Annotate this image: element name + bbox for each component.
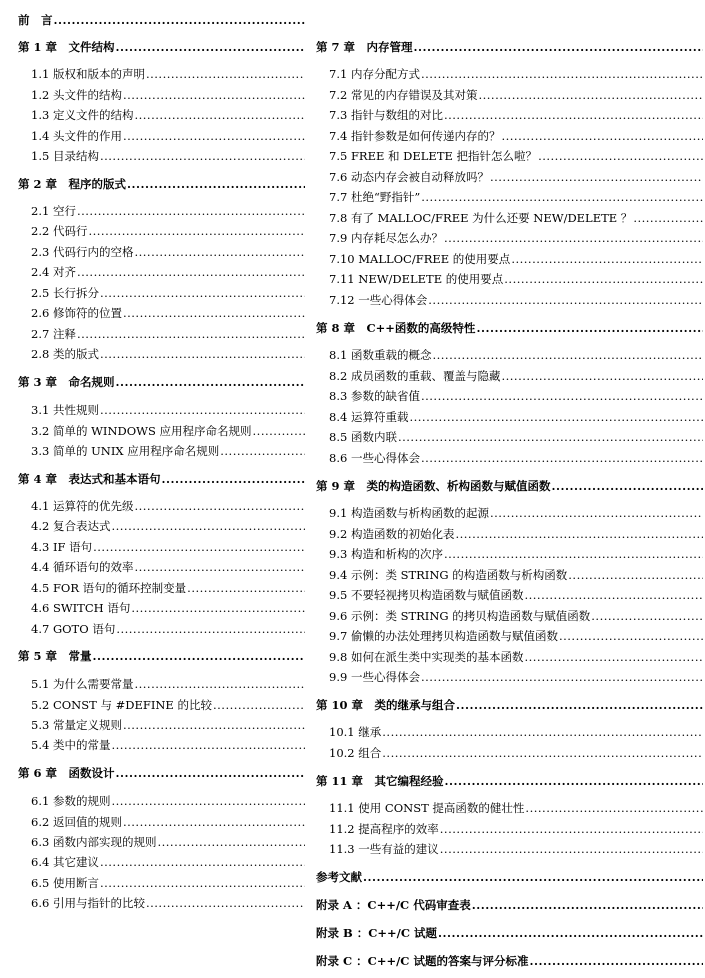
toc-entry-text: 4.5 FOR 语句的循环控制变量 xyxy=(31,581,187,595)
leader-dots xyxy=(421,670,703,684)
toc-entry-text: 前 言 xyxy=(18,13,53,27)
toc-entry-text: 6.1 参数的规则 xyxy=(31,794,111,808)
toc-section-left[interactable] xyxy=(31,108,305,122)
toc-chapter-right[interactable] xyxy=(316,479,703,493)
toc-entry-text: 7.4 指针参数是如何传递内存的？ xyxy=(329,129,501,143)
toc-section-left[interactable] xyxy=(31,896,305,910)
leader-dots xyxy=(134,560,305,574)
toc-section-left[interactable] xyxy=(31,794,305,808)
toc-section-right[interactable] xyxy=(329,609,703,623)
toc-section-left[interactable] xyxy=(31,265,305,279)
toc-chapter-left[interactable] xyxy=(18,375,305,389)
leader-dots xyxy=(421,451,703,465)
leader-dots xyxy=(100,855,305,869)
leader-dots xyxy=(77,327,305,341)
toc-entry-text: 第 10 章 类的继承与组合 xyxy=(316,698,456,712)
toc-entry-text: 2.4 对齐 xyxy=(31,265,76,279)
toc-entry-text: 8.4 运算符重载 xyxy=(329,410,409,424)
toc-chapter-left[interactable] xyxy=(18,177,305,191)
toc-entry-text: 附录 A ：C++/C 代码审查表 xyxy=(316,898,471,912)
toc-section-left[interactable] xyxy=(31,306,305,320)
leader-dots xyxy=(100,286,305,300)
toc-entry-text: 2.2 代码行 xyxy=(31,224,88,238)
toc-entry-text: 参考文献 xyxy=(316,870,362,884)
leader-dots xyxy=(134,677,305,691)
leader-dots xyxy=(134,499,305,513)
toc-entry-text: 第 9 章 类的构造函数、析构函数与赋值函数 xyxy=(316,479,551,493)
leader-dots xyxy=(116,40,305,54)
leader-dots xyxy=(568,568,703,582)
toc-entry-text: 9.4 示例：类 STRING 的构造函数与析构函数 xyxy=(329,568,568,582)
toc-entry-text: 6.6 引用与指针的比较 xyxy=(31,896,145,910)
leader-dots xyxy=(93,649,305,663)
toc-entry-text: 第 3 章 命名规则 xyxy=(18,375,115,389)
toc-entry-text: 9.2 构造函数的初始化表 xyxy=(329,527,455,541)
leader-dots xyxy=(398,430,703,444)
toc-section-right[interactable] xyxy=(329,629,703,643)
toc-section-left[interactable] xyxy=(31,347,305,361)
toc-section-right[interactable] xyxy=(329,801,703,815)
toc-entry-text: 2.3 代码行内的空格 xyxy=(31,245,134,259)
leader-dots xyxy=(421,190,703,204)
toc-entry-text: 附录 B ：C++/C 试题 xyxy=(316,926,438,940)
toc-entry-text: 9.9 一些心得体会 xyxy=(329,670,420,684)
toc-entry-text: 7.6 动态内存会被自动释放吗？ xyxy=(329,170,489,184)
leader-dots xyxy=(146,67,305,81)
toc-section-right[interactable] xyxy=(329,231,703,245)
leader-dots xyxy=(157,835,305,849)
leader-dots xyxy=(123,718,305,732)
toc-section-right[interactable] xyxy=(329,410,703,424)
leader-dots xyxy=(213,698,305,712)
toc-section-left[interactable] xyxy=(31,540,305,554)
toc-section-right[interactable] xyxy=(329,369,703,383)
toc-entry-text: 8.5 函数内联 xyxy=(329,430,397,444)
toc-entry-text: 4.2 复合表达式 xyxy=(31,519,111,533)
toc-entry-text: 8.6 一些心得体会 xyxy=(329,451,420,465)
leader-dots xyxy=(524,588,703,602)
leader-dots xyxy=(93,540,305,554)
toc-entry-text: 9.1 构造函数与析构函数的起源 xyxy=(329,506,489,520)
toc-section-left[interactable] xyxy=(31,327,305,341)
leader-dots xyxy=(162,472,305,486)
toc-section-left[interactable] xyxy=(31,677,305,691)
toc-section-right[interactable] xyxy=(329,389,703,403)
toc-entry-text: 7.5 FREE 和 DELETE 把指针怎么啦？ xyxy=(329,149,538,163)
toc-entry-text: 2.7 注释 xyxy=(31,327,76,341)
leader-dots xyxy=(123,88,305,102)
leader-dots xyxy=(414,40,703,54)
toc-section-right[interactable] xyxy=(329,272,703,286)
toc-entry-text: 8.3 参数的缺省值 xyxy=(329,389,420,403)
toc-chapter-right[interactable] xyxy=(316,954,703,968)
toc-section-right[interactable] xyxy=(329,547,703,561)
toc-entry-text: 8.1 函数重载的概念 xyxy=(329,348,432,362)
toc-entry-text: 7.1 内存分配方式 xyxy=(329,67,420,81)
leader-dots xyxy=(445,774,703,788)
leader-dots xyxy=(490,506,703,520)
toc-chapter-right[interactable] xyxy=(316,870,703,884)
toc-section-right[interactable] xyxy=(329,348,703,362)
toc-section-left[interactable] xyxy=(31,560,305,574)
toc-section-left[interactable] xyxy=(31,519,305,533)
leader-dots xyxy=(525,801,703,815)
toc-entry-text: 6.5 使用断言 xyxy=(31,876,99,890)
toc-section-right[interactable] xyxy=(329,725,703,739)
leader-dots xyxy=(253,424,305,438)
leader-dots xyxy=(77,204,305,218)
toc-section-left[interactable] xyxy=(31,149,305,163)
toc-section-left[interactable] xyxy=(31,855,305,869)
toc-section-right[interactable] xyxy=(329,430,703,444)
toc-entry-text: 5.3 常量定义规则 xyxy=(31,718,122,732)
leader-dots xyxy=(428,293,703,307)
toc-chapter-left[interactable] xyxy=(18,40,305,54)
toc-section-right[interactable] xyxy=(329,149,703,163)
toc-entry-text: 第 7 章 内存管理 xyxy=(316,40,413,54)
toc-section-left[interactable] xyxy=(31,815,305,829)
leader-dots xyxy=(440,822,703,836)
toc-section-left[interactable] xyxy=(31,601,305,615)
toc-entry-text: 3.3 简单的 UNIX 应用程序命名规则 xyxy=(31,444,220,458)
leader-dots xyxy=(123,129,305,143)
toc-section-right[interactable] xyxy=(329,108,703,122)
toc-entry-text: 4.4 循环语句的效率 xyxy=(31,560,134,574)
toc-entry-text: 7.11 NEW/DELETE 的使用要点 xyxy=(329,272,504,286)
toc-entry-text: 1.2 头文件的结构 xyxy=(31,88,122,102)
leader-dots xyxy=(529,954,703,968)
toc-section-right[interactable] xyxy=(329,506,703,520)
toc-chapter-left[interactable] xyxy=(18,472,305,486)
toc-section-right[interactable] xyxy=(329,650,703,664)
toc-section-right[interactable] xyxy=(329,746,703,760)
toc-entry-text: 第 11 章 其它编程经验 xyxy=(316,774,444,788)
toc-entry-text: 2.1 空行 xyxy=(31,204,76,218)
leader-dots xyxy=(538,149,703,163)
leader-dots xyxy=(421,67,703,81)
leader-dots xyxy=(444,547,703,561)
toc-entry-text: 11.1 使用 CONST 提高函数的健壮性 xyxy=(329,801,525,815)
toc-section-right[interactable] xyxy=(329,170,703,184)
leader-dots xyxy=(111,794,305,808)
toc-section-left[interactable] xyxy=(31,224,305,238)
toc-entry-text: 3.2 简单的 WINDOWS 应用程序命名规则 xyxy=(31,424,252,438)
leader-dots xyxy=(472,898,703,912)
leader-dots xyxy=(421,389,703,403)
toc-chapter-right[interactable] xyxy=(316,321,703,335)
toc-entry-text: 1.4 头文件的作用 xyxy=(31,129,122,143)
toc-entry-text: 7.3 指针与数组的对比 xyxy=(329,108,443,122)
leader-dots xyxy=(552,479,703,493)
leader-dots xyxy=(220,444,305,458)
leader-dots xyxy=(409,410,703,424)
leader-dots xyxy=(123,815,305,829)
leader-dots xyxy=(524,650,703,664)
toc-entry-text: 第 2 章 程序的版式 xyxy=(18,177,127,191)
toc-entry-text: 10.1 继承 xyxy=(329,725,382,739)
toc-entry-text: 1.1 版权和版本的声明 xyxy=(31,67,145,81)
toc-entry-text: 2.8 类的版式 xyxy=(31,347,99,361)
toc-section-right[interactable] xyxy=(329,293,703,307)
toc-section-left[interactable] xyxy=(31,622,305,636)
leader-dots xyxy=(100,876,305,890)
leader-dots xyxy=(111,519,305,533)
toc-entry-text: 9.5 不要轻视拷贝构造函数与赋值函数 xyxy=(329,588,524,602)
toc-entry-text: 4.6 SWITCH 语句 xyxy=(31,601,131,615)
toc-entry-text: 5.2 CONST 与 #DEFINE 的比较 xyxy=(31,698,212,712)
toc-entry-text: 第 1 章 文件结构 xyxy=(18,40,115,54)
leader-dots xyxy=(511,252,703,266)
toc-entry-text: 7.10 MALLOC/FREE 的使用要点 xyxy=(329,252,511,266)
toc-entry-text: 7.8 有了 MALLOC/FREE 为什么还要 NEW/DELETE ？ xyxy=(329,211,633,225)
leader-dots xyxy=(146,896,305,910)
toc-entry-text: 7.12 一些心得体会 xyxy=(329,293,428,307)
toc-entry-text: 8.2 成员函数的重载、覆盖与隐藏 xyxy=(329,369,501,383)
toc-section-left[interactable] xyxy=(31,581,305,595)
leader-dots xyxy=(116,766,305,780)
toc-section-left[interactable] xyxy=(31,876,305,890)
toc-preface xyxy=(18,13,305,27)
toc-entry-text: 9.7 偷懒的办法处理拷贝构造函数与赋值函数 xyxy=(329,629,558,643)
toc-section-right[interactable] xyxy=(329,822,703,836)
toc-entry-text: 4.3 IF 语句 xyxy=(31,540,93,554)
toc-entry-text: 第 5 章 常量 xyxy=(18,649,92,663)
leader-dots xyxy=(444,108,703,122)
toc-section-left[interactable] xyxy=(31,403,305,417)
leader-dots xyxy=(440,842,703,856)
toc-section-right[interactable] xyxy=(329,252,703,266)
leader-dots xyxy=(116,375,305,389)
leader-dots xyxy=(88,224,305,238)
toc-section-left[interactable] xyxy=(31,88,305,102)
toc-entry-text: 11.2 提高程序的效率 xyxy=(329,822,439,836)
leader-dots xyxy=(127,177,305,191)
toc-entry-text: 1.5 目录结构 xyxy=(31,149,99,163)
toc-section-right[interactable] xyxy=(329,67,703,81)
toc-entry-text: 9.8 如何在派生类中实现类的基本函数 xyxy=(329,650,524,664)
toc-section-left[interactable] xyxy=(31,245,305,259)
leader-dots xyxy=(131,601,305,615)
leader-dots xyxy=(363,870,703,884)
toc-entry-text: 10.2 组合 xyxy=(329,746,382,760)
toc-section-left[interactable] xyxy=(31,286,305,300)
toc-section-left[interactable] xyxy=(31,698,305,712)
leader-dots xyxy=(591,609,703,623)
toc-entry-text: 6.3 函数内部实现的规则 xyxy=(31,835,157,849)
toc-entry-text: 3.1 共性规则 xyxy=(31,403,99,417)
leader-dots xyxy=(100,403,305,417)
leader-dots xyxy=(490,170,703,184)
leader-dots xyxy=(504,272,703,286)
leader-dots xyxy=(444,231,703,245)
leader-dots xyxy=(134,245,305,259)
toc-section-left[interactable] xyxy=(31,204,305,218)
toc-entry-text: 2.6 修饰符的位置 xyxy=(31,306,122,320)
toc-chapter-left[interactable] xyxy=(18,766,305,780)
toc-entry-text: 5.1 为什么需要常量 xyxy=(31,677,134,691)
leader-dots xyxy=(559,629,703,643)
toc-entry-text: 第 8 章 C++函数的高级特性 xyxy=(316,321,476,335)
leader-dots xyxy=(77,265,305,279)
toc-entry-text: 9.6 示例：类 STRING 的拷贝构造函数与赋值函数 xyxy=(329,609,591,623)
leader-dots xyxy=(633,211,703,225)
toc-chapter-right[interactable] xyxy=(316,774,703,788)
toc-section-right[interactable] xyxy=(329,588,703,602)
toc-section-left[interactable] xyxy=(31,738,305,752)
toc-chapter-right[interactable] xyxy=(316,926,703,940)
toc-section-right[interactable] xyxy=(329,451,703,465)
toc-section-right[interactable] xyxy=(329,568,703,582)
leader-dots xyxy=(432,348,703,362)
leader-dots xyxy=(455,527,703,541)
leader-dots xyxy=(382,725,703,739)
toc-section-right[interactable] xyxy=(329,670,703,684)
leader-dots xyxy=(100,149,305,163)
leader-dots xyxy=(134,108,305,122)
toc-section-right[interactable] xyxy=(329,211,703,225)
leader-dots xyxy=(111,738,305,752)
toc-entry-text: 7.9 内存耗尽怎么办？ xyxy=(329,231,443,245)
toc-entry-text: 1.3 定义文件的结构 xyxy=(31,108,134,122)
toc-section-right[interactable] xyxy=(329,527,703,541)
toc-section-left[interactable] xyxy=(31,718,305,732)
toc-chapter-left[interactable] xyxy=(18,649,305,663)
toc-section-left[interactable] xyxy=(31,835,305,849)
toc-section-right[interactable] xyxy=(329,190,703,204)
leader-dots xyxy=(100,347,305,361)
leader-dots xyxy=(123,306,305,320)
leader-dots xyxy=(187,581,305,595)
leader-dots xyxy=(476,321,703,335)
toc-entry-text: 6.2 返回值的规则 xyxy=(31,815,122,829)
toc-entry-text: 7.2 常见的内存错误及其对策 xyxy=(329,88,478,102)
leader-dots xyxy=(54,13,306,27)
toc-chapter-right[interactable] xyxy=(316,40,703,54)
toc-section-left[interactable] xyxy=(31,129,305,143)
leader-dots xyxy=(478,88,703,102)
toc-entry-text: 4.1 运算符的优先级 xyxy=(31,499,134,513)
leader-dots xyxy=(116,622,305,636)
toc-section-left[interactable] xyxy=(31,67,305,81)
toc-section-right[interactable] xyxy=(329,88,703,102)
toc-entry-text: 2.5 长行拆分 xyxy=(31,286,99,300)
toc-entry-text: 5.4 类中的常量 xyxy=(31,738,111,752)
toc-section-left[interactable] xyxy=(31,499,305,513)
toc-section-right[interactable] xyxy=(329,842,703,856)
toc-entry-text: 11.3 一些有益的建议 xyxy=(329,842,439,856)
toc-entry-text: 第 4 章 表达式和基本语句 xyxy=(18,472,161,486)
toc-section-left[interactable] xyxy=(31,444,305,458)
toc-entry-text: 6.4 其它建议 xyxy=(31,855,99,869)
toc-chapter-right[interactable] xyxy=(316,698,703,712)
toc-entry-text: 第 6 章 函数设计 xyxy=(18,766,115,780)
leader-dots xyxy=(501,369,703,383)
toc-entry-text: 9.3 构造和析构的次序 xyxy=(329,547,443,561)
leader-dots xyxy=(382,746,703,760)
toc-entry-text: 4.7 GOTO 语句 xyxy=(31,622,116,636)
toc-chapter-right[interactable] xyxy=(316,898,703,912)
toc-section-right[interactable] xyxy=(329,129,703,143)
leader-dots xyxy=(501,129,703,143)
leader-dots xyxy=(438,926,703,940)
toc-section-left[interactable] xyxy=(31,424,305,438)
leader-dots xyxy=(456,698,703,712)
toc-entry-text: 附录 C ：C++/C 试题的答案与评分标准 xyxy=(316,954,529,968)
toc-entry-text: 7.7 杜绝“野指针” xyxy=(329,190,421,204)
